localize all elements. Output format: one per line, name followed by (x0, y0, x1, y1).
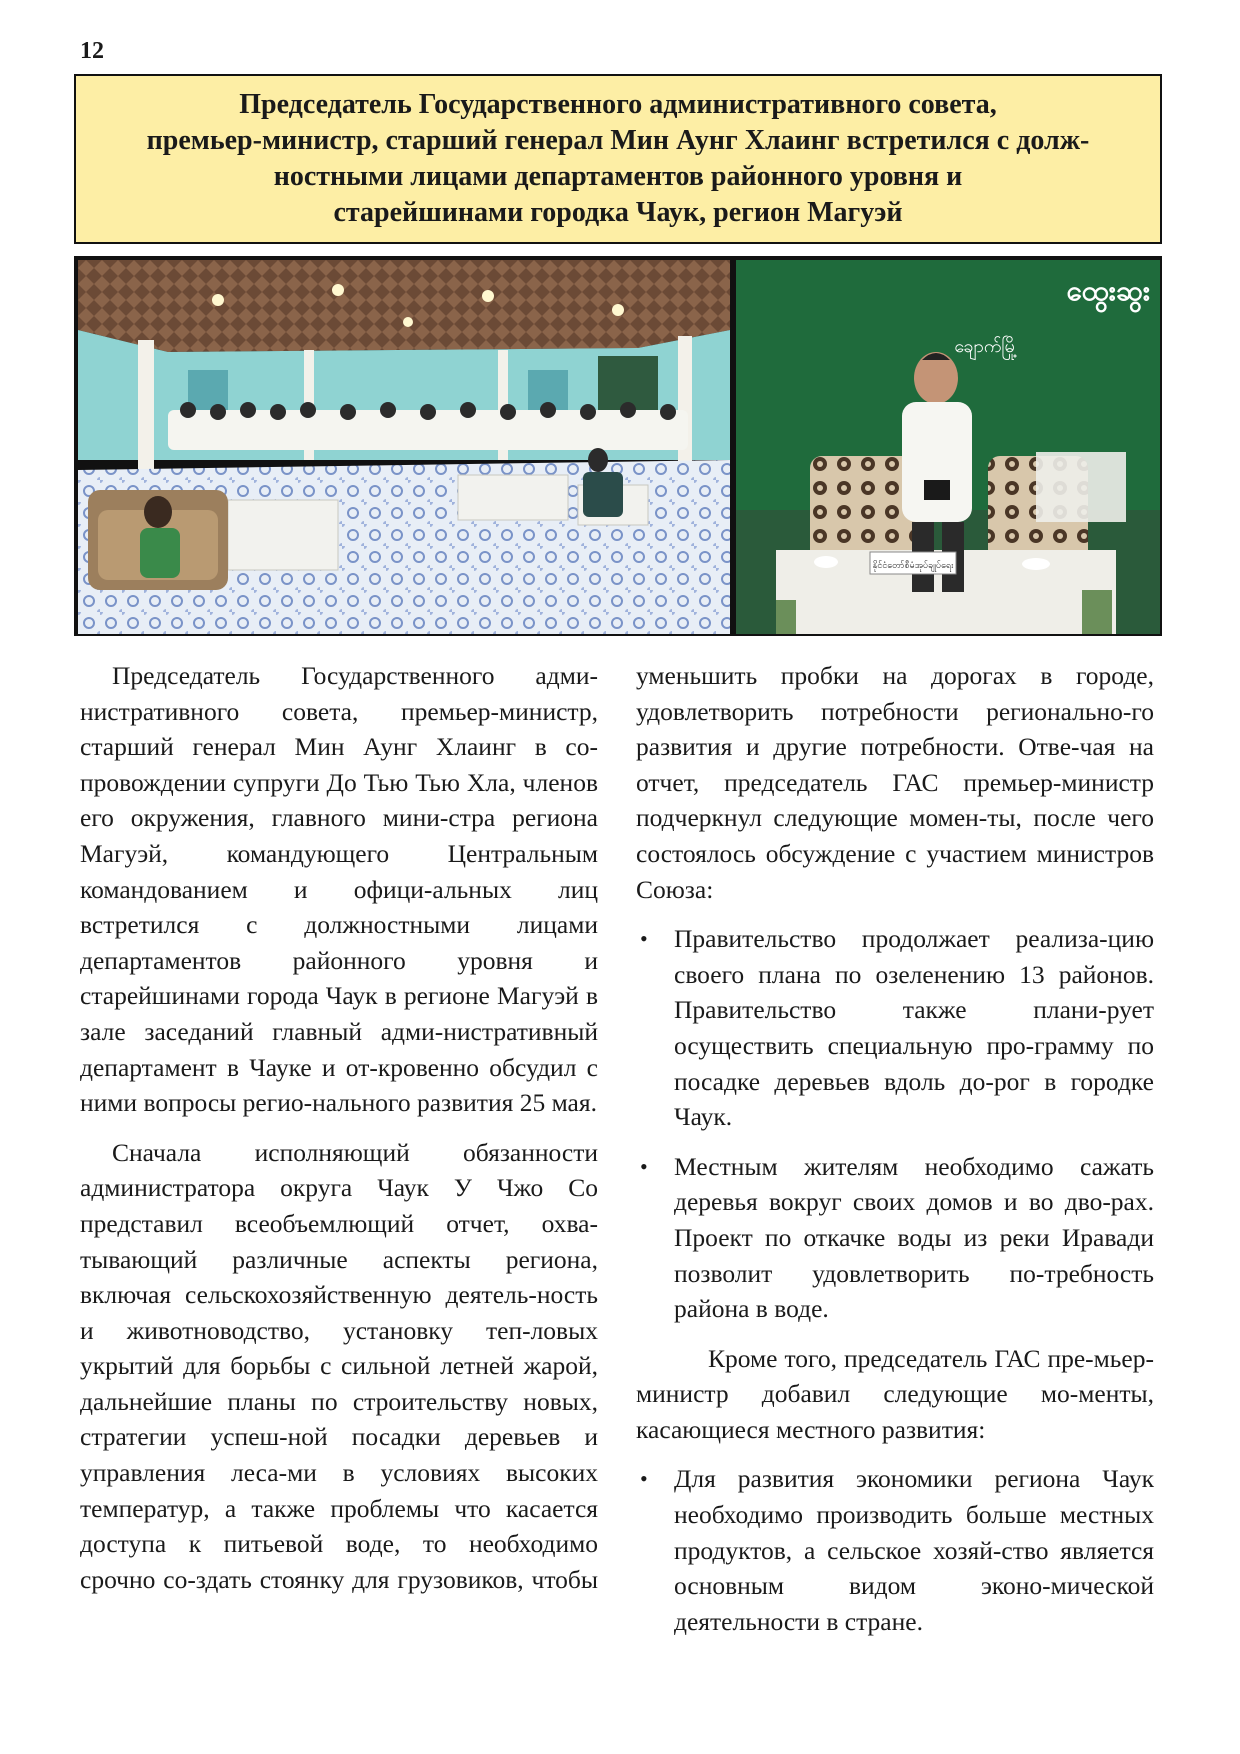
banner-text: ထွေးဆွး (1066, 274, 1150, 307)
page-number: 12 (80, 38, 104, 64)
headline-line-3: ностными лицами департаментов районного уровня и (273, 161, 963, 192)
meeting-hall-photo (78, 260, 730, 634)
bullet-item-water (636, 1149, 1154, 1327)
bullet-text: Правительство продолжает реализа-цию своего плана по озеленению 13 районов. Правительство также плани-рует осуществить специальную про-грамму по посадке деревьев вдоль до-рог в городке Чаук. (674, 924, 1154, 1132)
article-left-column (80, 658, 598, 1597)
speaker-illustration (736, 260, 1160, 634)
nameplate-text: နိုင်ငံတော်စီမံအုပ်ချုပ်ရေး (872, 561, 954, 571)
bullet-text: Местным жителям необходимо сажать деревья вокруг своих домов и во дво-рах. Проект по откачке воды из реки Иравади позволит удовлетворить по-требность района в воде. (674, 1151, 1154, 1324)
article-paragraph-3: уменьшить пробки на дорогах в городе, удовлетворить потребности регионально-го развития и другие потребности. Отве-чая на отчет, председатель ГАС премьер-министр подчеркнул следующие момен-ты, после чего состоялось обсуждение с участием министров Союза: (636, 661, 1154, 904)
article-paragraph-2: Сначала исполняющий обязанности администратора округа Чаук У Чжо Со представил всеобъемлющий отчет, охва-тывающий различные аспекты региона, включая сельскохозяйственную деятель-ность и животноводство, установку теп-ловых укрытий для борьбы с сильной летней жарой, дальнейшие планы по строительству новых, стратегии успеш-ной посадки деревьев и управления леса-ми в условиях высоких температур, а также проблемы что касается доступа к питьевой воде, то необходимо срочно со-здать стоянку для грузовиков, чтобы (80, 1137, 598, 1594)
bullet-item-economy (636, 1461, 1154, 1639)
speaker-photo (736, 260, 1160, 634)
banner-subtext: ချောက်မြို့ (954, 336, 1018, 357)
bullet-dot: • (640, 926, 648, 952)
bullet-text: Для развития экономики региона Чаук необходимо производить больше местных продуктов, а сельское хозяй-ство является основным видом эконо-мической деятельности в стране. (674, 1464, 1154, 1636)
article-paragraph-1: Председатель Государственного адми-нистративного совета, премьер-министр, старший генерал Мин Аунг Хлаинг в со-провождении супруги До Тью Тью Хла, членов его окружения, главного мини-стра региона Магуэй, командующего Центральным командованием и офици-альных лиц встретился с должностными лицами департаментов районного уровня и старейшинами города Чаук в регионе Магуэй в зале заседаний главный адми-нистративный департамент в Чауке и от-кровенно обсудил с ними вопросы регио-нального развития 25 мая. (80, 661, 598, 1118)
bullet-dot: • (640, 1153, 648, 1179)
headline-box (74, 74, 1162, 244)
meeting-hall-illustration (78, 260, 730, 634)
article-paragraph-4: Кроме того, председатель ГАС пре-мьер-министр добавил следующие мо-менты, касающиеся местного развития: (636, 1343, 1154, 1444)
headline-line-4: старейшинами городка Чаук, регион Магуэй (333, 197, 903, 228)
photo-strip (74, 256, 1162, 636)
headline-line-1: Председатель Государственного административного совета, (239, 89, 997, 120)
bullet-item-greening (636, 921, 1154, 1135)
headline-line-2: премьер-министр, старший генерал Мин Аунг Хлаинг встретился с долж- (146, 125, 1090, 156)
article-right-column (636, 658, 1154, 1639)
bullet-dot: • (640, 1466, 648, 1492)
